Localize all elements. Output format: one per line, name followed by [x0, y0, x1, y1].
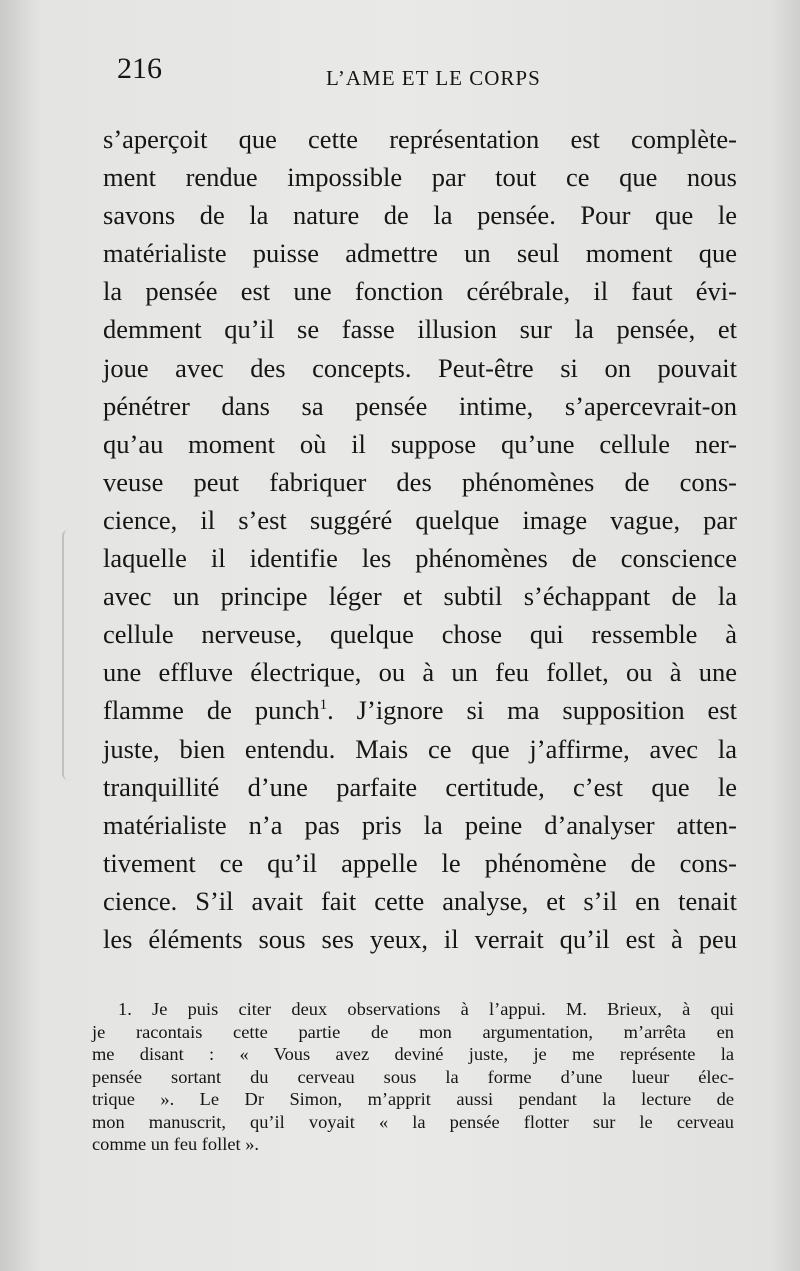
footnote: [92, 998, 734, 1156]
footnote-line: trique ». Le Dr Simon, m’apprit aussi pendant la lecture de: [92, 1089, 734, 1109]
text-line: laquelle il identifie les phénomènes de conscience: [103, 543, 737, 574]
text-line: tranquillité d’une parfaite certitude, c’est que le: [103, 771, 737, 802]
footnote-line: me disant : « Vous avez deviné juste, je me représente la: [92, 1044, 734, 1064]
text-line: qu’au moment où il suppose qu’une cellule ner-: [103, 428, 737, 459]
text-line: savons de la nature de la pensée. Pour que le: [103, 200, 737, 231]
pencil-margin-mark: [62, 530, 74, 780]
page-number: 216: [117, 52, 162, 85]
main-text: [103, 120, 737, 958]
text-line: cience, il s’est suggéré quelque image vague, par: [103, 504, 737, 535]
running-title: L’AME ET LE CORPS: [326, 66, 541, 90]
text-line: s’aperçoit que cette représentation est complète-: [103, 124, 737, 154]
footnote-line: comme un feu follet ».: [92, 1134, 259, 1154]
text-line: matérialiste n’a pas pris la peine d’analyser atten-: [103, 809, 737, 840]
text-line: cience. S’il avait fait cette analyse, et s’il en tenait: [103, 885, 737, 916]
footnote-line: mon manuscrit, qu’il voyait « la pensée flotter sur le cerveau: [92, 1111, 734, 1132]
text-line: cellule nerveuse, quelque chose qui ressemble à: [103, 619, 737, 650]
text-fragment: flamme de punch: [103, 695, 320, 726]
text-line: ment rendue impossible par tout ce que nous: [103, 162, 737, 193]
text-line: demment qu’il se fasse illusion sur la pensée, et: [103, 314, 737, 345]
text-line: veuse peut fabriquer des phénomènes de cons-: [103, 466, 737, 497]
text-line: tivement ce qu’il appelle le phénomène de cons-: [103, 847, 737, 878]
page-header: [0, 52, 800, 102]
text-line: pénétrer dans sa pensée intime, s’apercevrait-on: [103, 390, 737, 421]
text-line: les éléments sous ses yeux, il verrait qu’il est à peu: [103, 923, 737, 954]
text-line: une effluve électrique, ou à un feu follet, ou à une: [103, 657, 737, 688]
footnote-line: je racontais cette partie de mon argumentation, m’arrêta en: [92, 1021, 734, 1042]
text-line-with-footnote: [103, 691, 737, 729]
text-line: la pensée est une fonction cérébrale, il faut évi-: [103, 276, 737, 307]
text-line: avec un principe léger et subtil s’échappant de la: [103, 581, 737, 612]
text-line: joue avec des concepts. Peut-être si on pouvait: [103, 352, 737, 383]
text-line: matérialiste puisse admettre un seul moment que: [103, 238, 737, 269]
footnote-line: pensée sortant du cerveau sous la forme d’une lueur élec-: [92, 1066, 734, 1087]
text-line: juste, bien entendu. Mais ce que j’affirme, avec la: [103, 733, 737, 764]
text-fragment: . J’ignore si ma supposition est: [327, 695, 737, 726]
footnote-marker[interactable]: 1: [319, 697, 328, 714]
footnote-line: 1. Je puis citer deux observations à l’appui. M. Brieux, à qui: [118, 999, 734, 1019]
